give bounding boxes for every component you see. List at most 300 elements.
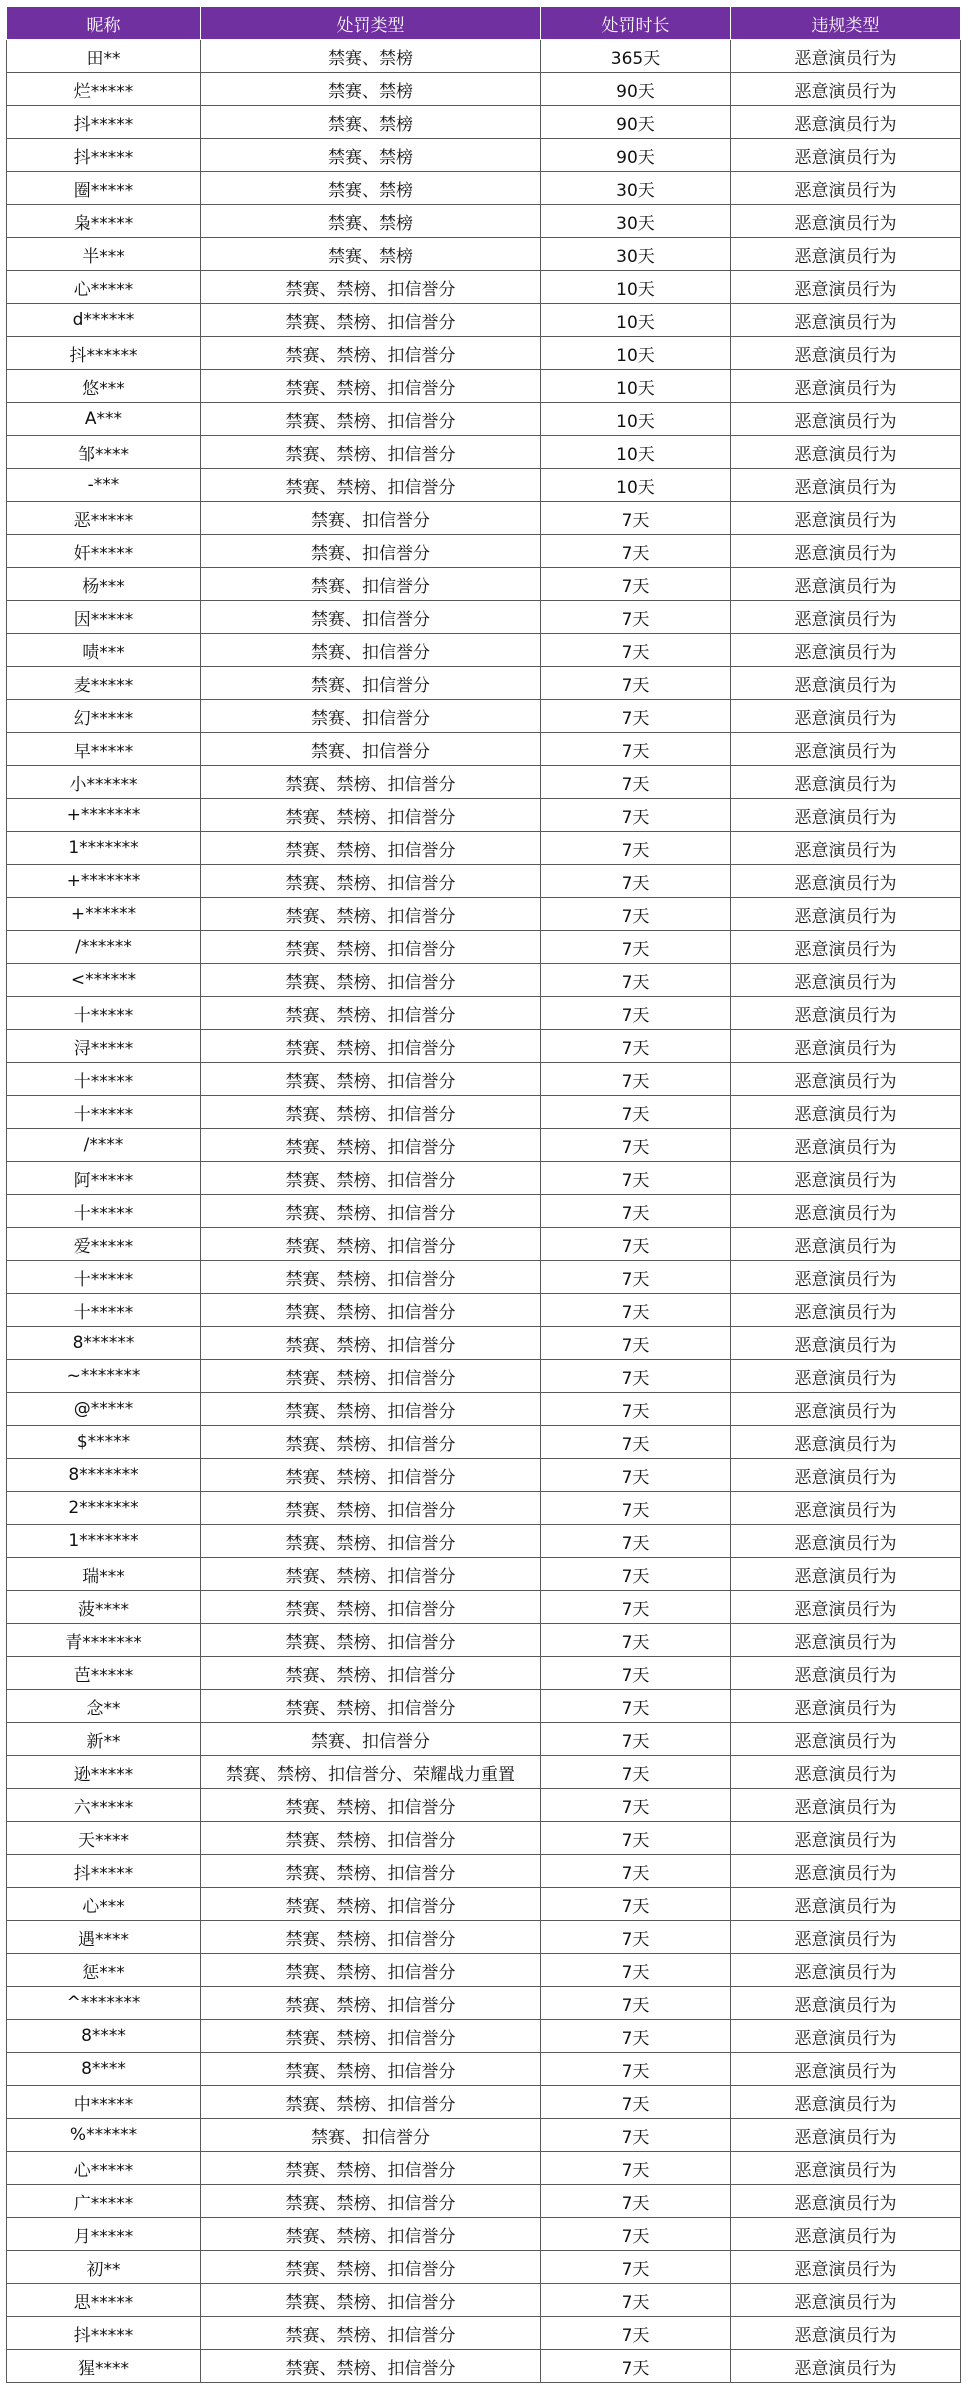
cell-violation-type: 恶意演员行为: [731, 1162, 961, 1195]
cell-penalty-type: 禁赛、禁榜、扣信誉分: [201, 337, 541, 370]
table-row: [7, 931, 961, 964]
cell-violation-type: 恶意演员行为: [731, 1822, 961, 1855]
table-row: [7, 469, 961, 502]
cell-penalty-duration: 90天: [541, 73, 731, 106]
table-row: [7, 1261, 961, 1294]
table-row: [7, 1162, 961, 1195]
cell-violation-type: 恶意演员行为: [731, 865, 961, 898]
cell-penalty-type: 禁赛、禁榜、扣信誉分: [201, 2350, 541, 2383]
cell-nickname: 8*******: [7, 1459, 201, 1492]
cell-penalty-type: 禁赛、禁榜、扣信誉分: [201, 1954, 541, 1987]
cell-nickname: +*******: [7, 799, 201, 832]
cell-violation-type: 恶意演员行为: [731, 2053, 961, 2086]
table-row: [7, 1987, 961, 2020]
cell-penalty-type: 禁赛、禁榜、扣信誉分: [201, 1987, 541, 2020]
cell-nickname: 十*****: [7, 1096, 201, 1129]
cell-penalty-duration: 7天: [541, 2350, 731, 2383]
cell-penalty-type: 禁赛、禁榜、扣信誉分: [201, 1822, 541, 1855]
cell-penalty-type: 禁赛、禁榜、扣信誉分: [201, 1657, 541, 1690]
cell-penalty-duration: 7天: [541, 2251, 731, 2284]
cell-violation-type: 恶意演员行为: [731, 1789, 961, 1822]
cell-penalty-duration: 7天: [541, 1954, 731, 1987]
table-row: [7, 799, 961, 832]
cell-penalty-type: 禁赛、禁榜、扣信誉分: [201, 2218, 541, 2251]
cell-violation-type: 恶意演员行为: [731, 568, 961, 601]
table-row: [7, 1525, 961, 1558]
table-row: [7, 1459, 961, 1492]
cell-nickname: 心*****: [7, 271, 201, 304]
cell-violation-type: 恶意演员行为: [731, 1393, 961, 1426]
table-row: [7, 733, 961, 766]
table-row: [7, 1426, 961, 1459]
cell-penalty-duration: 10天: [541, 337, 731, 370]
cell-penalty-duration: 7天: [541, 2152, 731, 2185]
cell-nickname: +******: [7, 898, 201, 931]
cell-nickname: 菠****: [7, 1591, 201, 1624]
cell-nickname: 烂*****: [7, 73, 201, 106]
cell-violation-type: 恶意演员行为: [731, 1921, 961, 1954]
cell-penalty-duration: 30天: [541, 172, 731, 205]
cell-nickname: 抖*****: [7, 106, 201, 139]
cell-penalty-duration: 7天: [541, 1591, 731, 1624]
table-row: [7, 1327, 961, 1360]
cell-nickname: 麦*****: [7, 667, 201, 700]
cell-violation-type: 恶意演员行为: [731, 997, 961, 1030]
table-row: [7, 700, 961, 733]
cell-nickname: %******: [7, 2119, 201, 2152]
cell-violation-type: 恶意演员行为: [731, 1096, 961, 1129]
cell-violation-type: 恶意演员行为: [731, 2284, 961, 2317]
cell-violation-type: 恶意演员行为: [731, 1261, 961, 1294]
cell-nickname: 抖*****: [7, 139, 201, 172]
table-row: [7, 898, 961, 931]
table-row: [7, 1393, 961, 1426]
table-row: [7, 271, 961, 304]
cell-penalty-type: 禁赛、扣信誉分: [201, 700, 541, 733]
cell-penalty-type: 禁赛、禁榜、扣信誉分: [201, 436, 541, 469]
cell-violation-type: 恶意演员行为: [731, 1624, 961, 1657]
cell-nickname: 月*****: [7, 2218, 201, 2251]
cell-penalty-duration: 7天: [541, 832, 731, 865]
cell-penalty-duration: 7天: [541, 1558, 731, 1591]
cell-penalty-duration: 7天: [541, 700, 731, 733]
cell-penalty-type: 禁赛、扣信誉分: [201, 601, 541, 634]
table-row: [7, 2020, 961, 2053]
header-violation-type: 违规类型: [731, 7, 961, 40]
cell-nickname: 惩***: [7, 1954, 201, 1987]
cell-penalty-type: 禁赛、扣信誉分: [201, 667, 541, 700]
table-row: [7, 1129, 961, 1162]
table-row: [7, 139, 961, 172]
cell-nickname: 8****: [7, 2020, 201, 2053]
cell-penalty-type: 禁赛、禁榜、扣信誉分: [201, 2317, 541, 2350]
cell-violation-type: 恶意演员行为: [731, 1360, 961, 1393]
cell-nickname: A***: [7, 403, 201, 436]
cell-nickname: 半***: [7, 238, 201, 271]
cell-nickname: 幻*****: [7, 700, 201, 733]
cell-nickname: 中*****: [7, 2086, 201, 2119]
table-row: [7, 865, 961, 898]
cell-nickname: 8****: [7, 2053, 201, 2086]
cell-violation-type: 恶意演员行为: [731, 1426, 961, 1459]
cell-penalty-type: 禁赛、禁榜: [201, 238, 541, 271]
cell-penalty-type: 禁赛、禁榜、扣信誉分: [201, 865, 541, 898]
cell-violation-type: 恶意演员行为: [731, 1492, 961, 1525]
cell-violation-type: 恶意演员行为: [731, 304, 961, 337]
table-row: [7, 1558, 961, 1591]
cell-penalty-type: 禁赛、禁榜、扣信誉分: [201, 1558, 541, 1591]
cell-penalty-type: 禁赛、禁榜、扣信誉分: [201, 2053, 541, 2086]
cell-violation-type: 恶意演员行为: [731, 172, 961, 205]
cell-violation-type: 恶意演员行为: [731, 2020, 961, 2053]
cell-violation-type: 恶意演员行为: [731, 403, 961, 436]
cell-penalty-duration: 10天: [541, 304, 731, 337]
cell-nickname: 爱*****: [7, 1228, 201, 1261]
cell-nickname: 思*****: [7, 2284, 201, 2317]
cell-violation-type: 恶意演员行为: [731, 502, 961, 535]
table-row: [7, 1624, 961, 1657]
table-row: [7, 1789, 961, 1822]
cell-penalty-type: 禁赛、禁榜: [201, 106, 541, 139]
cell-violation-type: 恶意演员行为: [731, 2317, 961, 2350]
cell-nickname: d******: [7, 304, 201, 337]
cell-nickname: 田**: [7, 40, 201, 73]
cell-penalty-duration: 7天: [541, 898, 731, 931]
cell-penalty-type: 禁赛、扣信誉分: [201, 502, 541, 535]
cell-penalty-duration: 7天: [541, 1723, 731, 1756]
cell-penalty-type: 禁赛、禁榜、扣信誉分: [201, 1327, 541, 1360]
cell-penalty-type: 禁赛、禁榜、扣信誉分: [201, 1855, 541, 1888]
header-penalty-duration: 处罚时长: [541, 7, 731, 40]
cell-violation-type: 恶意演员行为: [731, 139, 961, 172]
cell-nickname: 十*****: [7, 1294, 201, 1327]
cell-violation-type: 恶意演员行为: [731, 1855, 961, 1888]
cell-penalty-duration: 7天: [541, 1855, 731, 1888]
table-row: [7, 304, 961, 337]
cell-violation-type: 恶意演员行为: [731, 2251, 961, 2284]
cell-violation-type: 恶意演员行为: [731, 40, 961, 73]
cell-nickname: 浔*****: [7, 1030, 201, 1063]
table-row: [7, 205, 961, 238]
cell-violation-type: 恶意演员行为: [731, 2086, 961, 2119]
cell-violation-type: 恶意演员行为: [731, 766, 961, 799]
table-row: [7, 2185, 961, 2218]
cell-violation-type: 恶意演员行为: [731, 931, 961, 964]
cell-penalty-type: 禁赛、禁榜、扣信誉分: [201, 1195, 541, 1228]
cell-penalty-duration: 7天: [541, 1360, 731, 1393]
cell-penalty-duration: 7天: [541, 2086, 731, 2119]
cell-nickname: 心*****: [7, 2152, 201, 2185]
table-row: [7, 634, 961, 667]
cell-nickname: 遇****: [7, 1921, 201, 1954]
cell-penalty-duration: 7天: [541, 964, 731, 997]
cell-penalty-type: 禁赛、禁榜、扣信誉分: [201, 1030, 541, 1063]
cell-penalty-duration: 7天: [541, 1492, 731, 1525]
cell-penalty-duration: 30天: [541, 238, 731, 271]
cell-penalty-duration: 10天: [541, 370, 731, 403]
cell-penalty-duration: 7天: [541, 1195, 731, 1228]
cell-penalty-type: 禁赛、禁榜、扣信誉分、荣耀战力重置: [201, 1756, 541, 1789]
table-row: [7, 2218, 961, 2251]
cell-penalty-type: 禁赛、禁榜、扣信誉分: [201, 1492, 541, 1525]
cell-violation-type: 恶意演员行为: [731, 1294, 961, 1327]
cell-violation-type: 恶意演员行为: [731, 1459, 961, 1492]
table-row: [7, 1591, 961, 1624]
cell-penalty-duration: 7天: [541, 1624, 731, 1657]
cell-penalty-duration: 7天: [541, 1327, 731, 1360]
cell-penalty-type: 禁赛、禁榜、扣信誉分: [201, 2284, 541, 2317]
cell-penalty-duration: 7天: [541, 865, 731, 898]
table-row: [7, 1228, 961, 1261]
cell-nickname: 恶*****: [7, 502, 201, 535]
cell-nickname: 十*****: [7, 1063, 201, 1096]
cell-penalty-duration: 7天: [541, 1096, 731, 1129]
cell-penalty-duration: 7天: [541, 799, 731, 832]
cell-penalty-duration: 7天: [541, 766, 731, 799]
cell-penalty-type: 禁赛、禁榜、扣信誉分: [201, 2086, 541, 2119]
cell-penalty-type: 禁赛、扣信誉分: [201, 2119, 541, 2152]
cell-violation-type: 恶意演员行为: [731, 2185, 961, 2218]
cell-violation-type: 恶意演员行为: [731, 106, 961, 139]
cell-penalty-type: 禁赛、禁榜、扣信誉分: [201, 1591, 541, 1624]
cell-violation-type: 恶意演员行为: [731, 832, 961, 865]
cell-penalty-type: 禁赛、禁榜、扣信誉分: [201, 766, 541, 799]
cell-penalty-type: 禁赛、禁榜、扣信誉分: [201, 469, 541, 502]
cell-penalty-duration: 7天: [541, 1657, 731, 1690]
cell-nickname: 1*******: [7, 832, 201, 865]
cell-penalty-type: 禁赛、禁榜、扣信誉分: [201, 1921, 541, 1954]
cell-nickname: 十*****: [7, 1261, 201, 1294]
table-row: [7, 997, 961, 1030]
cell-nickname: 圈*****: [7, 172, 201, 205]
cell-nickname: 2*******: [7, 1492, 201, 1525]
cell-nickname: 阿*****: [7, 1162, 201, 1195]
cell-nickname: 抖******: [7, 337, 201, 370]
cell-penalty-type: 禁赛、扣信誉分: [201, 1723, 541, 1756]
table-row: [7, 1756, 961, 1789]
table-row: [7, 535, 961, 568]
cell-penalty-type: 禁赛、禁榜、扣信誉分: [201, 403, 541, 436]
cell-nickname: /******: [7, 931, 201, 964]
cell-violation-type: 恶意演员行为: [731, 667, 961, 700]
cell-violation-type: 恶意演员行为: [731, 964, 961, 997]
cell-penalty-duration: 7天: [541, 1129, 731, 1162]
cell-penalty-type: 禁赛、禁榜、扣信誉分: [201, 1096, 541, 1129]
table-row: [7, 1657, 961, 1690]
cell-penalty-type: 禁赛、禁榜: [201, 139, 541, 172]
cell-nickname: /****: [7, 1129, 201, 1162]
cell-nickname: 瑞***: [7, 1558, 201, 1591]
header-penalty-type: 处罚类型: [201, 7, 541, 40]
cell-penalty-type: 禁赛、禁榜、扣信誉分: [201, 1261, 541, 1294]
cell-violation-type: 恶意演员行为: [731, 1327, 961, 1360]
cell-violation-type: 恶意演员行为: [731, 2218, 961, 2251]
cell-violation-type: 恶意演员行为: [731, 1723, 961, 1756]
cell-violation-type: 恶意演员行为: [731, 469, 961, 502]
cell-penalty-type: 禁赛、禁榜、扣信誉分: [201, 1426, 541, 1459]
cell-nickname: ^*******: [7, 1987, 201, 2020]
table-row: [7, 2317, 961, 2350]
table-row: [7, 1195, 961, 1228]
cell-nickname: 六*****: [7, 1789, 201, 1822]
cell-violation-type: 恶意演员行为: [731, 370, 961, 403]
cell-penalty-type: 禁赛、禁榜: [201, 172, 541, 205]
cell-penalty-duration: 7天: [541, 1294, 731, 1327]
cell-violation-type: 恶意演员行为: [731, 1063, 961, 1096]
cell-nickname: 枭*****: [7, 205, 201, 238]
cell-penalty-type: 禁赛、禁榜、扣信誉分: [201, 799, 541, 832]
cell-penalty-type: 禁赛、禁榜、扣信誉分: [201, 898, 541, 931]
cell-penalty-duration: 7天: [541, 2185, 731, 2218]
cell-penalty-type: 禁赛、禁榜、扣信誉分: [201, 931, 541, 964]
cell-penalty-duration: 90天: [541, 139, 731, 172]
cell-violation-type: 恶意演员行为: [731, 1954, 961, 1987]
cell-penalty-duration: 10天: [541, 271, 731, 304]
cell-penalty-duration: 7天: [541, 1789, 731, 1822]
cell-penalty-duration: 7天: [541, 1426, 731, 1459]
cell-violation-type: 恶意演员行为: [731, 205, 961, 238]
cell-penalty-duration: 7天: [541, 2218, 731, 2251]
cell-violation-type: 恶意演员行为: [731, 1525, 961, 1558]
cell-violation-type: 恶意演员行为: [731, 1987, 961, 2020]
cell-nickname: 邹****: [7, 436, 201, 469]
cell-nickname: ~*******: [7, 1360, 201, 1393]
cell-violation-type: 恶意演员行为: [731, 535, 961, 568]
cell-penalty-type: 禁赛、禁榜、扣信誉分: [201, 304, 541, 337]
cell-violation-type: 恶意演员行为: [731, 2119, 961, 2152]
table-row: [7, 1921, 961, 1954]
cell-violation-type: 恶意演员行为: [731, 634, 961, 667]
cell-penalty-type: 禁赛、禁榜、扣信誉分: [201, 1129, 541, 1162]
table-row: [7, 106, 961, 139]
penalty-table: [6, 6, 961, 2383]
cell-penalty-duration: 90天: [541, 106, 731, 139]
cell-violation-type: 恶意演员行为: [731, 733, 961, 766]
cell-penalty-type: 禁赛、禁榜、扣信誉分: [201, 1228, 541, 1261]
cell-penalty-duration: 7天: [541, 931, 731, 964]
cell-penalty-duration: 7天: [541, 601, 731, 634]
cell-penalty-duration: 7天: [541, 1228, 731, 1261]
cell-penalty-type: 禁赛、禁榜、扣信誉分: [201, 1888, 541, 1921]
cell-penalty-type: 禁赛、禁榜、扣信誉分: [201, 1459, 541, 1492]
cell-nickname: 悠***: [7, 370, 201, 403]
cell-violation-type: 恶意演员行为: [731, 1690, 961, 1723]
cell-violation-type: 恶意演员行为: [731, 1657, 961, 1690]
cell-violation-type: 恶意演员行为: [731, 601, 961, 634]
cell-penalty-duration: 7天: [541, 1822, 731, 1855]
table-row: [7, 2152, 961, 2185]
cell-penalty-type: 禁赛、禁榜、扣信誉分: [201, 997, 541, 1030]
cell-violation-type: 恶意演员行为: [731, 799, 961, 832]
cell-nickname: 逊*****: [7, 1756, 201, 1789]
cell-violation-type: 恶意演员行为: [731, 271, 961, 304]
cell-nickname: 念**: [7, 1690, 201, 1723]
cell-penalty-type: 禁赛、禁榜: [201, 73, 541, 106]
cell-penalty-type: 禁赛、禁榜、扣信誉分: [201, 1294, 541, 1327]
cell-penalty-duration: 7天: [541, 535, 731, 568]
cell-violation-type: 恶意演员行为: [731, 1195, 961, 1228]
cell-penalty-duration: 10天: [541, 403, 731, 436]
cell-penalty-type: 禁赛、禁榜: [201, 40, 541, 73]
table-row: [7, 1822, 961, 1855]
cell-penalty-duration: 7天: [541, 1756, 731, 1789]
cell-nickname: 因*****: [7, 601, 201, 634]
table-row: [7, 40, 961, 73]
cell-nickname: 杨***: [7, 568, 201, 601]
table-row: [7, 1855, 961, 1888]
cell-penalty-type: 禁赛、禁榜、扣信誉分: [201, 1789, 541, 1822]
cell-nickname: 啧***: [7, 634, 201, 667]
table-row: [7, 1690, 961, 1723]
table-row: [7, 1294, 961, 1327]
cell-nickname: 初**: [7, 2251, 201, 2284]
cell-violation-type: 恶意演员行为: [731, 898, 961, 931]
cell-nickname: <******: [7, 964, 201, 997]
cell-violation-type: 恶意演员行为: [731, 1756, 961, 1789]
table-row: [7, 1096, 961, 1129]
cell-nickname: 小******: [7, 766, 201, 799]
cell-penalty-duration: 7天: [541, 997, 731, 1030]
cell-penalty-type: 禁赛、扣信誉分: [201, 535, 541, 568]
cell-penalty-duration: 7天: [541, 1888, 731, 1921]
cell-penalty-duration: 365天: [541, 40, 731, 73]
cell-nickname: +*******: [7, 865, 201, 898]
cell-nickname: 抖*****: [7, 1855, 201, 1888]
cell-penalty-type: 禁赛、扣信誉分: [201, 568, 541, 601]
cell-penalty-duration: 7天: [541, 1030, 731, 1063]
cell-penalty-type: 禁赛、禁榜、扣信誉分: [201, 1162, 541, 1195]
cell-penalty-type: 禁赛、扣信誉分: [201, 733, 541, 766]
table-row: [7, 238, 961, 271]
cell-violation-type: 恶意演员行为: [731, 2152, 961, 2185]
cell-nickname: 芭*****: [7, 1657, 201, 1690]
cell-penalty-type: 禁赛、禁榜、扣信誉分: [201, 271, 541, 304]
table-row: [7, 667, 961, 700]
table-row: [7, 832, 961, 865]
table-row: [7, 436, 961, 469]
cell-penalty-duration: 7天: [541, 733, 731, 766]
cell-nickname: @*****: [7, 1393, 201, 1426]
cell-penalty-type: 禁赛、禁榜、扣信誉分: [201, 2020, 541, 2053]
cell-nickname: 心***: [7, 1888, 201, 1921]
table-row: [7, 2086, 961, 2119]
cell-nickname: 新**: [7, 1723, 201, 1756]
cell-penalty-type: 禁赛、扣信誉分: [201, 634, 541, 667]
cell-nickname: 奸*****: [7, 535, 201, 568]
table-row: [7, 337, 961, 370]
cell-penalty-duration: 7天: [541, 2119, 731, 2152]
table-row: [7, 403, 961, 436]
table-row: [7, 2350, 961, 2383]
cell-penalty-duration: 7天: [541, 2020, 731, 2053]
cell-penalty-duration: 30天: [541, 205, 731, 238]
cell-nickname: 早*****: [7, 733, 201, 766]
cell-nickname: 天****: [7, 1822, 201, 1855]
cell-penalty-duration: 7天: [541, 1921, 731, 1954]
cell-penalty-type: 禁赛、禁榜、扣信誉分: [201, 1393, 541, 1426]
table-row: [7, 1030, 961, 1063]
cell-violation-type: 恶意演员行为: [731, 2350, 961, 2383]
table-row: [7, 1360, 961, 1393]
cell-penalty-duration: 7天: [541, 2317, 731, 2350]
cell-penalty-duration: 7天: [541, 1393, 731, 1426]
cell-penalty-type: 禁赛、禁榜: [201, 205, 541, 238]
cell-penalty-duration: 7天: [541, 568, 731, 601]
table-row: [7, 2053, 961, 2086]
cell-penalty-type: 禁赛、禁榜、扣信誉分: [201, 1360, 541, 1393]
cell-violation-type: 恶意演员行为: [731, 1888, 961, 1921]
cell-penalty-type: 禁赛、禁榜、扣信誉分: [201, 1624, 541, 1657]
